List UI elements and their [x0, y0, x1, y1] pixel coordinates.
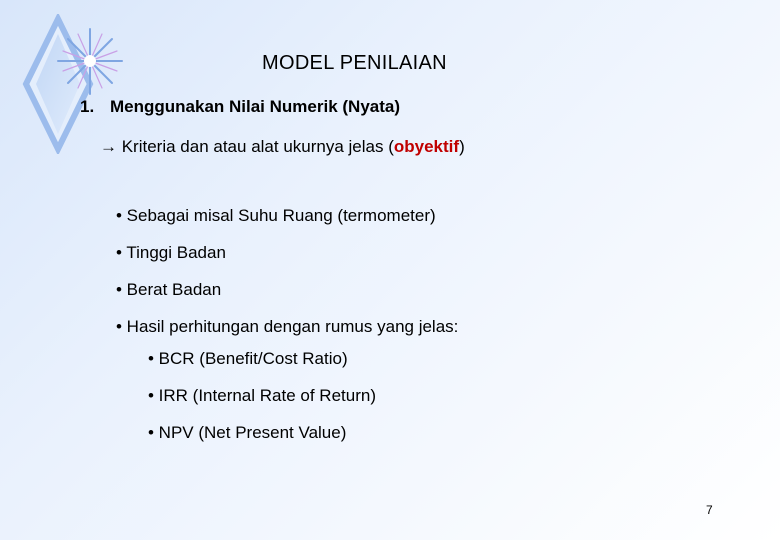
criteria-accent-word: obyektif [393, 137, 460, 156]
section-heading [80, 97, 400, 117]
heading-text: Menggunakan Nilai Numerik (Nyata) [110, 97, 401, 116]
decorative-diamond-star-graphic [18, 14, 138, 154]
sub-bullet-item: • NPV (Net Present Value) [148, 423, 347, 442]
bullet-item: • Hasil perhitungan dengan rumus yang jelas: [116, 317, 459, 336]
heading-number: 1. [80, 97, 95, 116]
bullet-item: • Sebagai misal Suhu Ruang (termometer) [116, 206, 436, 225]
bullet-item: • Berat Badan [116, 280, 222, 299]
criteria-text: Kriteria dan atau alat ukurnya jelas ( [117, 137, 394, 156]
criteria-suffix: ) [459, 137, 465, 156]
slide-title: MODEL PENILAIAN [262, 52, 447, 74]
page-number: 7 [706, 503, 713, 517]
criteria-line [100, 137, 465, 157]
sub-bullet-list [148, 349, 376, 460]
sub-bullet-item: • BCR (Benefit/Cost Ratio) [148, 349, 348, 368]
sub-bullet-item: • IRR (Internal Rate of Return) [148, 386, 376, 405]
bullet-item: • Tinggi Badan [116, 243, 226, 262]
right-arrow-icon: → [100, 137, 117, 156]
bullet-list [116, 206, 458, 354]
